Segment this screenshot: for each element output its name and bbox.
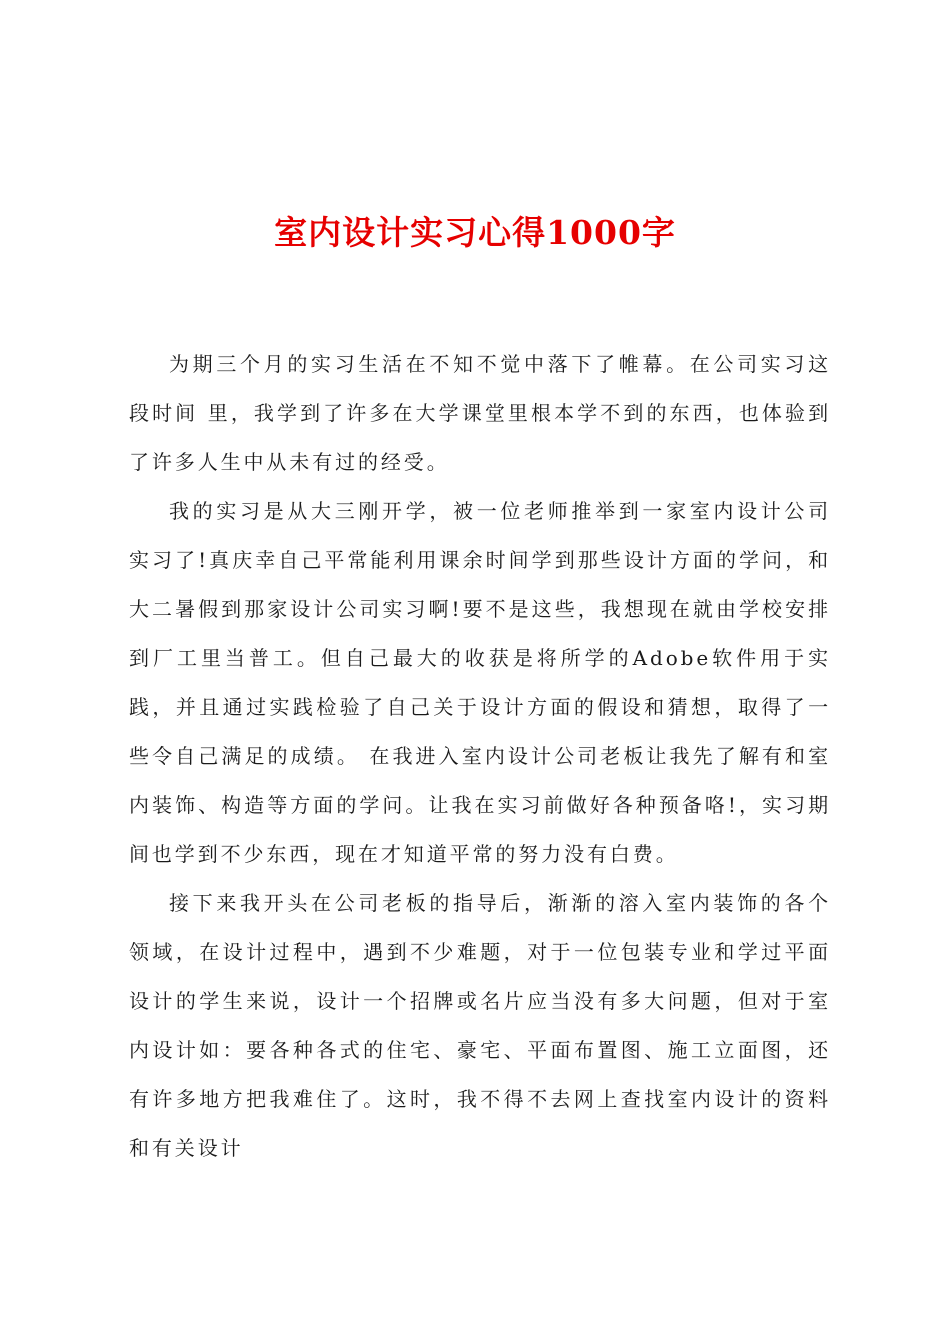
paragraph-3: 接下来我开头在公司老板的指导后，渐渐的溶入室内装饰的各个领域，在设计过程中，遇到不少难题，对于一位包装专业和学过平面设计的学生来说，设计一个招牌或名片应当没有多大问题，但对于室内设计如：要各种各式的住宅、豪宅、平面布置图、施工立面图，还有许多地方把我难住了。这时，我不得不去网上查找室内设计的资料和有关设计 [129,891,831,1160]
paragraph-1: 为期三个月的实习生活在不知不觉中落下了帷幕。在公司实习这段时间 里，我学到了许多在大学课堂里根本学不到的东西，也体验到了许多人生中从未有过的经受。 [129,352,831,474]
paragraph-2: 我的实习是从大三刚开学，被一位老师推举到一家室内设计公司实习了!真庆幸自己平常能利用课余时间学到那些设计方面的学问，和大二暑假到那家设计公司实习啊!要不是这些，我想现在就由学校安排到厂工里当普工。但自己最大的收获是将所学的Adobe软件用于实践，并且通过实践检验了自己关于设计方面的假设和猜想，取得了一些令自己满足的成绩。 在我进入室内设计公司老板让我先了解有和室内装饰、构造等方面的学问。让我在实习前做好各种预备咯!，实习期间也学到不少东西，现在才知道平常的努力没有白费。 [129,499,831,866]
document-title: 室内设计实习心得1000字 [274,213,676,252]
document-body [129,340,831,1173]
